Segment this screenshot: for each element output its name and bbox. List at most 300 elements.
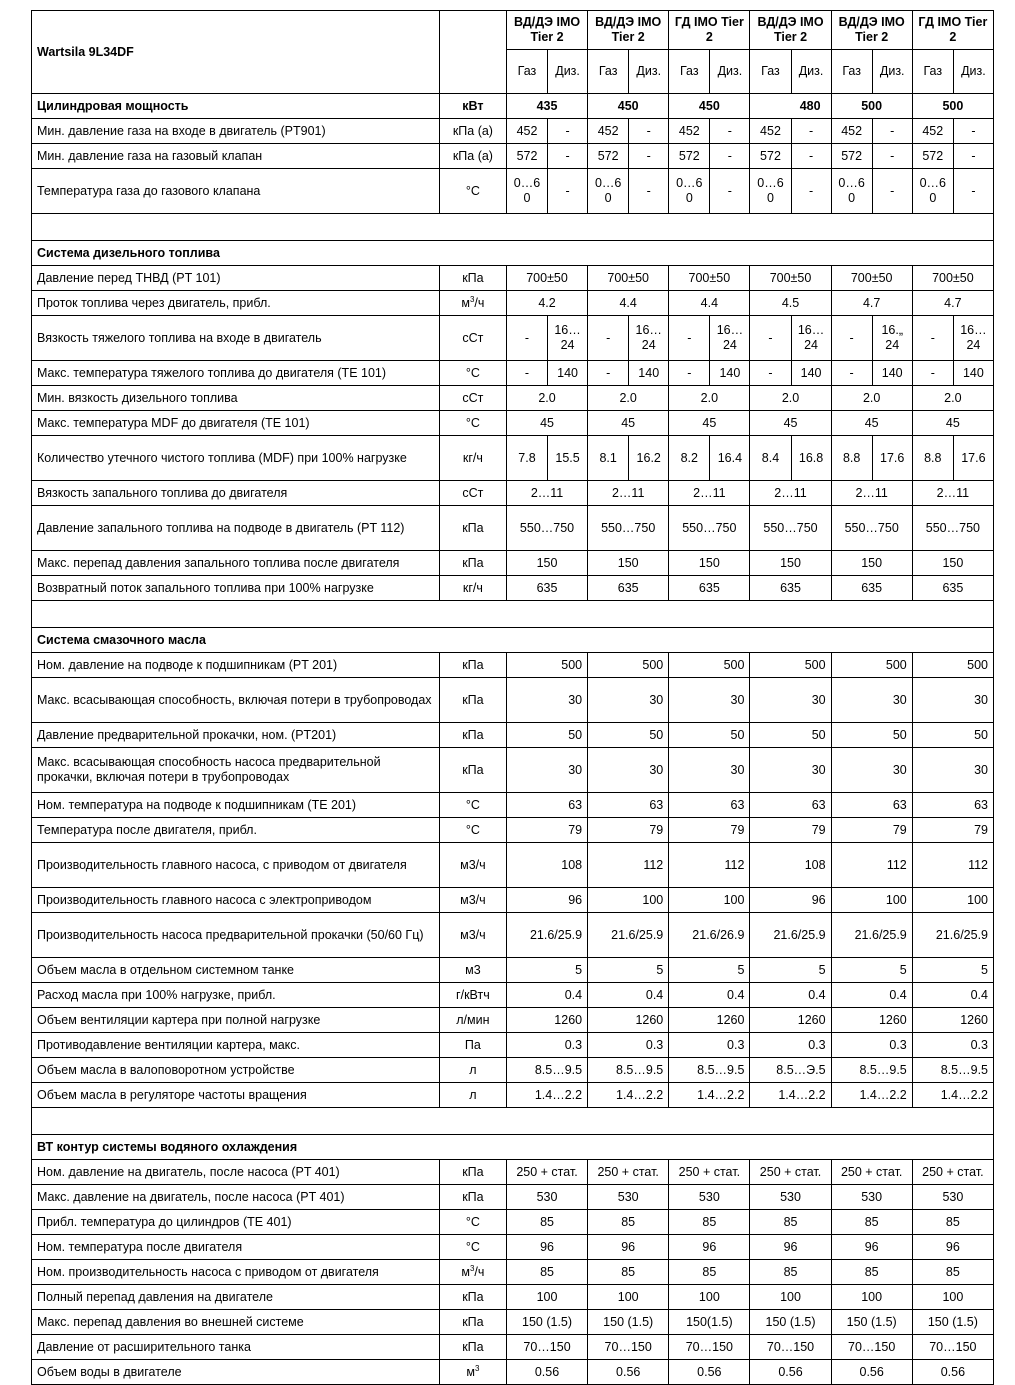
value-cell: 1260: [831, 1008, 912, 1033]
spec-table: [31, 10, 994, 1385]
value-cell: 21.6/25.9: [506, 913, 587, 958]
value-cell: 150: [750, 551, 831, 576]
value-cell: 452: [588, 119, 629, 144]
engine-title: Wartsila 9L34DF: [32, 11, 440, 94]
header-unit-blank: [439, 11, 506, 94]
parameter-row: [32, 436, 994, 481]
value-cell: 79: [588, 818, 669, 843]
parameter-name: Макс. температура тяжелого топлива до двигателя (TE 101): [32, 361, 440, 386]
value-cell: 16… 24: [629, 316, 669, 361]
parameter-unit: кПа: [439, 748, 506, 793]
value-cell: 85: [831, 1210, 912, 1235]
parameter-name: Мин. давление газа на входе в двигатель (PT901): [32, 119, 440, 144]
value-cell: 100: [588, 1285, 669, 1310]
value-cell: 8.5…9.5: [831, 1058, 912, 1083]
value-cell: 572: [750, 144, 791, 169]
value-cell: 5: [831, 958, 912, 983]
fuel-header: Диз.: [791, 50, 831, 94]
value-cell: 150: [669, 551, 750, 576]
value-cell: 0.56: [750, 1360, 831, 1385]
value-cell: 5: [588, 958, 669, 983]
value-cell: 4.2: [506, 291, 587, 316]
parameter-name: Противодавление вентиляции картера, макс.: [32, 1033, 440, 1058]
value-cell: 250 + стат.: [669, 1160, 750, 1185]
parameter-name: Производительность насоса предварительной прокачки (50/60 Гц): [32, 913, 440, 958]
parameter-name: Количество утечного чистого топлива (MDF) при 100% нагрузке: [32, 436, 440, 481]
value-cell: 635: [750, 576, 831, 601]
value-cell: 2…11: [506, 481, 587, 506]
value-cell: 140: [710, 361, 750, 386]
value-cell: 480: [750, 94, 831, 119]
value-cell: 16.2: [629, 436, 669, 481]
parameter-name: Температура газа до газового клапана: [32, 169, 440, 214]
value-cell: -: [831, 361, 872, 386]
parameter-name: Мин. вязкость дизельного топлива: [32, 386, 440, 411]
value-cell: 250 + стат.: [912, 1160, 993, 1185]
value-cell: 530: [750, 1185, 831, 1210]
parameter-unit: л/мин: [439, 1008, 506, 1033]
value-cell: 16… 24: [548, 316, 588, 361]
value-cell: 96: [750, 1235, 831, 1260]
spec-sheet: [31, 10, 994, 1385]
parameter-unit: $м^3/ч$: [439, 1260, 506, 1285]
value-cell: 452: [669, 119, 710, 144]
value-cell: 2.0: [750, 386, 831, 411]
parameter-unit: кПа: [439, 678, 506, 723]
value-cell: 572: [669, 144, 710, 169]
value-cell: 15.5: [548, 436, 588, 481]
value-cell: 63: [912, 793, 993, 818]
value-cell: 530: [669, 1185, 750, 1210]
section-title: Система дизельного топлива: [32, 241, 994, 266]
value-cell: 0.56: [912, 1360, 993, 1385]
value-cell: 635: [831, 576, 912, 601]
fuel-header: Диз.: [629, 50, 669, 94]
spacer-cell: [32, 214, 994, 241]
parameter-name: Ном. температура на подводе к подшипникам (TE 201): [32, 793, 440, 818]
value-cell: 700±50: [506, 266, 587, 291]
value-cell: 150: [588, 551, 669, 576]
parameter-unit: кПа: [439, 723, 506, 748]
value-cell: 572: [912, 144, 953, 169]
value-cell: 1260: [750, 1008, 831, 1033]
value-cell: 85: [588, 1210, 669, 1235]
parameter-row: [32, 678, 994, 723]
parameter-name: Макс. перепад давления во внешней системе: [32, 1310, 440, 1335]
parameter-name: Ном. давление на двигатель, после насоса (PT 401): [32, 1160, 440, 1185]
value-cell: 79: [831, 818, 912, 843]
value-cell: 572: [506, 144, 547, 169]
value-cell: 16… 24: [791, 316, 831, 361]
value-cell: -: [710, 119, 750, 144]
value-cell: -: [912, 316, 953, 361]
value-cell: 16.8: [791, 436, 831, 481]
value-cell: 8.5…9.5: [506, 1058, 587, 1083]
value-cell: 30: [831, 678, 912, 723]
parameter-row: [32, 361, 994, 386]
value-cell: 0.4: [506, 983, 587, 1008]
value-cell: -: [750, 316, 791, 361]
value-cell: 1260: [506, 1008, 587, 1033]
value-cell: 0.56: [506, 1360, 587, 1385]
parameter-row: [32, 1033, 994, 1058]
parameter-unit: сСт: [439, 316, 506, 361]
mode-header: ВД/ДЭ IMO Tier 2: [506, 11, 587, 50]
value-cell: 70…150: [506, 1335, 587, 1360]
parameter-row: [32, 818, 994, 843]
value-cell: 700±50: [831, 266, 912, 291]
parameter-row: [32, 1310, 994, 1335]
value-cell: 100: [912, 1285, 993, 1310]
parameter-name: Производительность главного насоса, с приводом от двигателя: [32, 843, 440, 888]
parameter-row: [32, 386, 994, 411]
value-cell: 70…150: [669, 1335, 750, 1360]
value-cell: 17.6: [953, 436, 993, 481]
value-cell: 150 (1.5): [750, 1310, 831, 1335]
value-cell: 8.1: [588, 436, 629, 481]
value-cell: 500: [669, 653, 750, 678]
value-cell: -: [912, 361, 953, 386]
value-cell: 150 (1.5): [831, 1310, 912, 1335]
value-cell: 112: [669, 843, 750, 888]
parameter-row: [32, 266, 994, 291]
value-cell: 530: [506, 1185, 587, 1210]
value-cell: 21.6/25.9: [831, 913, 912, 958]
value-cell: 0…6 0: [831, 169, 872, 214]
value-cell: 50: [831, 723, 912, 748]
value-cell: 700±50: [750, 266, 831, 291]
value-cell: 30: [588, 748, 669, 793]
value-cell: 100: [912, 888, 993, 913]
value-cell: 2…11: [750, 481, 831, 506]
value-cell: 96: [506, 888, 587, 913]
value-cell: 0.4: [750, 983, 831, 1008]
spacer-row: [32, 214, 994, 241]
value-cell: -: [548, 119, 588, 144]
value-cell: -: [953, 119, 993, 144]
value-cell: 30: [506, 678, 587, 723]
parameter-unit: °C: [439, 793, 506, 818]
value-cell: 112: [831, 843, 912, 888]
value-cell: 1.4…2.2: [506, 1083, 587, 1108]
parameter-row: [32, 1185, 994, 1210]
value-cell: 16.4: [710, 436, 750, 481]
value-cell: 63: [750, 793, 831, 818]
value-cell: 150: [506, 551, 587, 576]
parameter-row: [32, 506, 994, 551]
value-cell: 500: [750, 653, 831, 678]
value-cell: 45: [831, 411, 912, 436]
parameter-row: [32, 551, 994, 576]
value-cell: 2…11: [912, 481, 993, 506]
value-cell: 85: [912, 1260, 993, 1285]
value-cell: -: [506, 361, 547, 386]
value-cell: -: [953, 169, 993, 214]
value-cell: 452: [750, 119, 791, 144]
parameter-name: Макс. всасывающая способность, включая потери в трубопроводах: [32, 678, 440, 723]
parameter-row: [32, 1008, 994, 1033]
value-cell: 45: [750, 411, 831, 436]
value-cell: 85: [750, 1260, 831, 1285]
value-cell: 530: [831, 1185, 912, 1210]
value-cell: 1.4…2.2: [750, 1083, 831, 1108]
parameter-name: Прибл. температура до цилиндров (TE 401): [32, 1210, 440, 1235]
value-cell: 500: [831, 653, 912, 678]
parameter-name: Давление перед ТНВД (PT 101): [32, 266, 440, 291]
parameter-unit: °C: [439, 411, 506, 436]
spacer-cell: [32, 1108, 994, 1135]
value-cell: 530: [588, 1185, 669, 1210]
value-cell: 0…6 0: [506, 169, 547, 214]
value-cell: 2.0: [912, 386, 993, 411]
value-cell: 4.7: [912, 291, 993, 316]
value-cell: 150(1.5): [669, 1310, 750, 1335]
value-cell: -: [872, 144, 912, 169]
value-cell: 85: [669, 1210, 750, 1235]
parameter-name: Макс. давление на двигатель, после насоса (PT 401): [32, 1185, 440, 1210]
value-cell: 50: [506, 723, 587, 748]
value-cell: 5: [750, 958, 831, 983]
value-cell: 0.3: [588, 1033, 669, 1058]
value-cell: 1.4…2.2: [831, 1083, 912, 1108]
parameter-name: Вязкость тяжелого топлива на входе в двигатель: [32, 316, 440, 361]
value-cell: -: [588, 361, 629, 386]
value-cell: 7.8: [506, 436, 547, 481]
value-cell: 16… 24: [710, 316, 750, 361]
value-cell: -: [548, 144, 588, 169]
parameter-name: Ном. производительность насоса с приводом от двигателя: [32, 1260, 440, 1285]
value-cell: 635: [669, 576, 750, 601]
value-cell: -: [506, 316, 547, 361]
value-cell: -: [669, 316, 710, 361]
value-cell: -: [710, 169, 750, 214]
value-cell: -: [831, 316, 872, 361]
value-cell: 85: [912, 1210, 993, 1235]
value-cell: 4.7: [831, 291, 912, 316]
value-cell: 0.3: [750, 1033, 831, 1058]
value-cell: 635: [912, 576, 993, 601]
value-cell: 1260: [912, 1008, 993, 1033]
value-cell: 572: [588, 144, 629, 169]
parameter-unit: °C: [439, 169, 506, 214]
parameter-unit: кПа (а): [439, 119, 506, 144]
value-cell: -: [872, 119, 912, 144]
parameter-row: [32, 481, 994, 506]
value-cell: 500: [912, 653, 993, 678]
value-cell: 30: [506, 748, 587, 793]
value-cell: -: [791, 144, 831, 169]
parameter-name: Объем масла в регуляторе частоты вращения: [32, 1083, 440, 1108]
value-cell: 0.4: [912, 983, 993, 1008]
value-cell: 45: [912, 411, 993, 436]
value-cell: 45: [669, 411, 750, 436]
mode-header: ВД/ДЭ IMO Tier 2: [831, 11, 912, 50]
value-cell: 150: [831, 551, 912, 576]
value-cell: 50: [669, 723, 750, 748]
spacer-row: [32, 1108, 994, 1135]
parameter-name: Ном. давление на подводе к подшипникам (PT 201): [32, 653, 440, 678]
parameter-name: Вязкость запального топлива до двигателя: [32, 481, 440, 506]
value-cell: 96: [912, 1235, 993, 1260]
parameter-unit: кПа: [439, 266, 506, 291]
value-cell: 30: [588, 678, 669, 723]
parameter-row: [32, 1260, 994, 1285]
value-cell: 79: [669, 818, 750, 843]
value-cell: 79: [750, 818, 831, 843]
parameter-row: [32, 119, 994, 144]
value-cell: 21.6/25.9: [912, 913, 993, 958]
parameter-row: [32, 576, 994, 601]
parameter-row: [32, 1235, 994, 1260]
mode-header: ВД/ДЭ IMO Tier 2: [588, 11, 669, 50]
value-cell: 79: [912, 818, 993, 843]
value-cell: 96: [506, 1235, 587, 1260]
value-cell: 85: [506, 1210, 587, 1235]
parameter-unit: кПа: [439, 1285, 506, 1310]
value-cell: 550…750: [912, 506, 993, 551]
value-cell: 100: [831, 1285, 912, 1310]
section-title: Система смазочного масла: [32, 628, 994, 653]
value-cell: 550…750: [506, 506, 587, 551]
parameter-row: [32, 1083, 994, 1108]
value-cell: 435: [506, 94, 587, 119]
value-cell: 112: [912, 843, 993, 888]
mode-header: ГД IMO Tier 2: [669, 11, 750, 50]
parameter-name: Макс. всасывающая способность насоса предварительной прокачки, включая потери в трубопроводах: [32, 748, 440, 793]
value-cell: 30: [750, 678, 831, 723]
value-cell: 0.3: [669, 1033, 750, 1058]
value-cell: -: [710, 144, 750, 169]
parameter-name: Цилиндровая мощность: [32, 94, 440, 119]
value-cell: 21.6/25.9: [588, 913, 669, 958]
value-cell: 2…11: [831, 481, 912, 506]
value-cell: 50: [750, 723, 831, 748]
fuel-header: Газ: [750, 50, 791, 94]
value-cell: 30: [750, 748, 831, 793]
parameter-row: [32, 983, 994, 1008]
parameter-name: Объем воды в двигателе: [32, 1360, 440, 1385]
value-cell: 250 + стат.: [750, 1160, 831, 1185]
parameter-row: [32, 748, 994, 793]
parameter-name: Производительность главного насоса с электроприводом: [32, 888, 440, 913]
value-cell: 530: [912, 1185, 993, 1210]
parameter-name: Возвратный поток запального топлива при 100% нагрузке: [32, 576, 440, 601]
value-cell: 5: [669, 958, 750, 983]
parameter-row: [32, 1285, 994, 1310]
value-cell: 70…150: [831, 1335, 912, 1360]
parameter-row: [32, 169, 994, 214]
value-cell: 140: [791, 361, 831, 386]
value-cell: 500: [912, 94, 993, 119]
parameter-row: [32, 1335, 994, 1360]
value-cell: 500: [506, 653, 587, 678]
value-cell: 2.0: [831, 386, 912, 411]
parameter-unit: м3: [439, 958, 506, 983]
value-cell: 17.6: [872, 436, 912, 481]
value-cell: 0.56: [831, 1360, 912, 1385]
parameter-unit: $м^3$: [439, 1360, 506, 1385]
value-cell: 140: [629, 361, 669, 386]
value-cell: 8.5…9.5: [912, 1058, 993, 1083]
parameter-row: [32, 1160, 994, 1185]
value-cell: 0.3: [912, 1033, 993, 1058]
parameter-row: [32, 793, 994, 818]
parameter-unit: кг/ч: [439, 436, 506, 481]
value-cell: 16… 24: [953, 316, 993, 361]
value-cell: 50: [912, 723, 993, 748]
value-cell: 150: [912, 551, 993, 576]
parameter-row: [32, 144, 994, 169]
parameter-name: Давление от расширительного танка: [32, 1335, 440, 1360]
value-cell: 0.3: [506, 1033, 587, 1058]
parameter-name: Макс. перепад давления запального топлива после двигателя: [32, 551, 440, 576]
value-cell: 8.5…Э.5: [750, 1058, 831, 1083]
value-cell: 2.0: [669, 386, 750, 411]
value-cell: 550…750: [750, 506, 831, 551]
value-cell: 0…6 0: [912, 169, 953, 214]
value-cell: 150 (1.5): [506, 1310, 587, 1335]
value-cell: 85: [588, 1260, 669, 1285]
parameter-row: [32, 316, 994, 361]
value-cell: 30: [831, 748, 912, 793]
parameter-unit: кПа: [439, 1185, 506, 1210]
value-cell: 70…150: [750, 1335, 831, 1360]
value-cell: -: [791, 119, 831, 144]
value-cell: 1260: [588, 1008, 669, 1033]
value-cell: 8.5…9.5: [669, 1058, 750, 1083]
value-cell: -: [750, 361, 791, 386]
value-cell: 4.4: [669, 291, 750, 316]
value-cell: 8.4: [750, 436, 791, 481]
value-cell: 100: [831, 888, 912, 913]
value-cell: 0.56: [669, 1360, 750, 1385]
parameter-unit: м3/ч: [439, 843, 506, 888]
value-cell: 2…11: [669, 481, 750, 506]
value-cell: 2…11: [588, 481, 669, 506]
parameter-unit: м3/ч: [439, 888, 506, 913]
parameter-name: Полный перепад давления на двигателе: [32, 1285, 440, 1310]
value-cell: -: [548, 169, 588, 214]
value-cell: 70…150: [588, 1335, 669, 1360]
fuel-header: Газ: [588, 50, 629, 94]
value-cell: 85: [506, 1260, 587, 1285]
parameter-unit: сСт: [439, 481, 506, 506]
value-cell: 21.6/25.9: [750, 913, 831, 958]
value-cell: -: [629, 144, 669, 169]
value-cell: 108: [750, 843, 831, 888]
value-cell: 5: [912, 958, 993, 983]
parameter-unit: кПа: [439, 551, 506, 576]
parameter-unit: кПа: [439, 1310, 506, 1335]
value-cell: 96: [750, 888, 831, 913]
parameter-unit: л: [439, 1058, 506, 1083]
fuel-header: Газ: [669, 50, 710, 94]
parameter-unit: Па: [439, 1033, 506, 1058]
value-cell: 108: [506, 843, 587, 888]
parameter-row: [32, 843, 994, 888]
value-cell: 8.8: [831, 436, 872, 481]
parameter-row: [32, 291, 994, 316]
value-cell: 0…6 0: [669, 169, 710, 214]
fuel-header: Газ: [831, 50, 872, 94]
value-cell: 550…750: [669, 506, 750, 551]
value-cell: -: [872, 169, 912, 214]
parameter-name: Мин. давление газа на газовый клапан: [32, 144, 440, 169]
value-cell: 635: [588, 576, 669, 601]
value-cell: 70…150: [912, 1335, 993, 1360]
spacer-cell: [32, 601, 994, 628]
parameter-row: [32, 888, 994, 913]
